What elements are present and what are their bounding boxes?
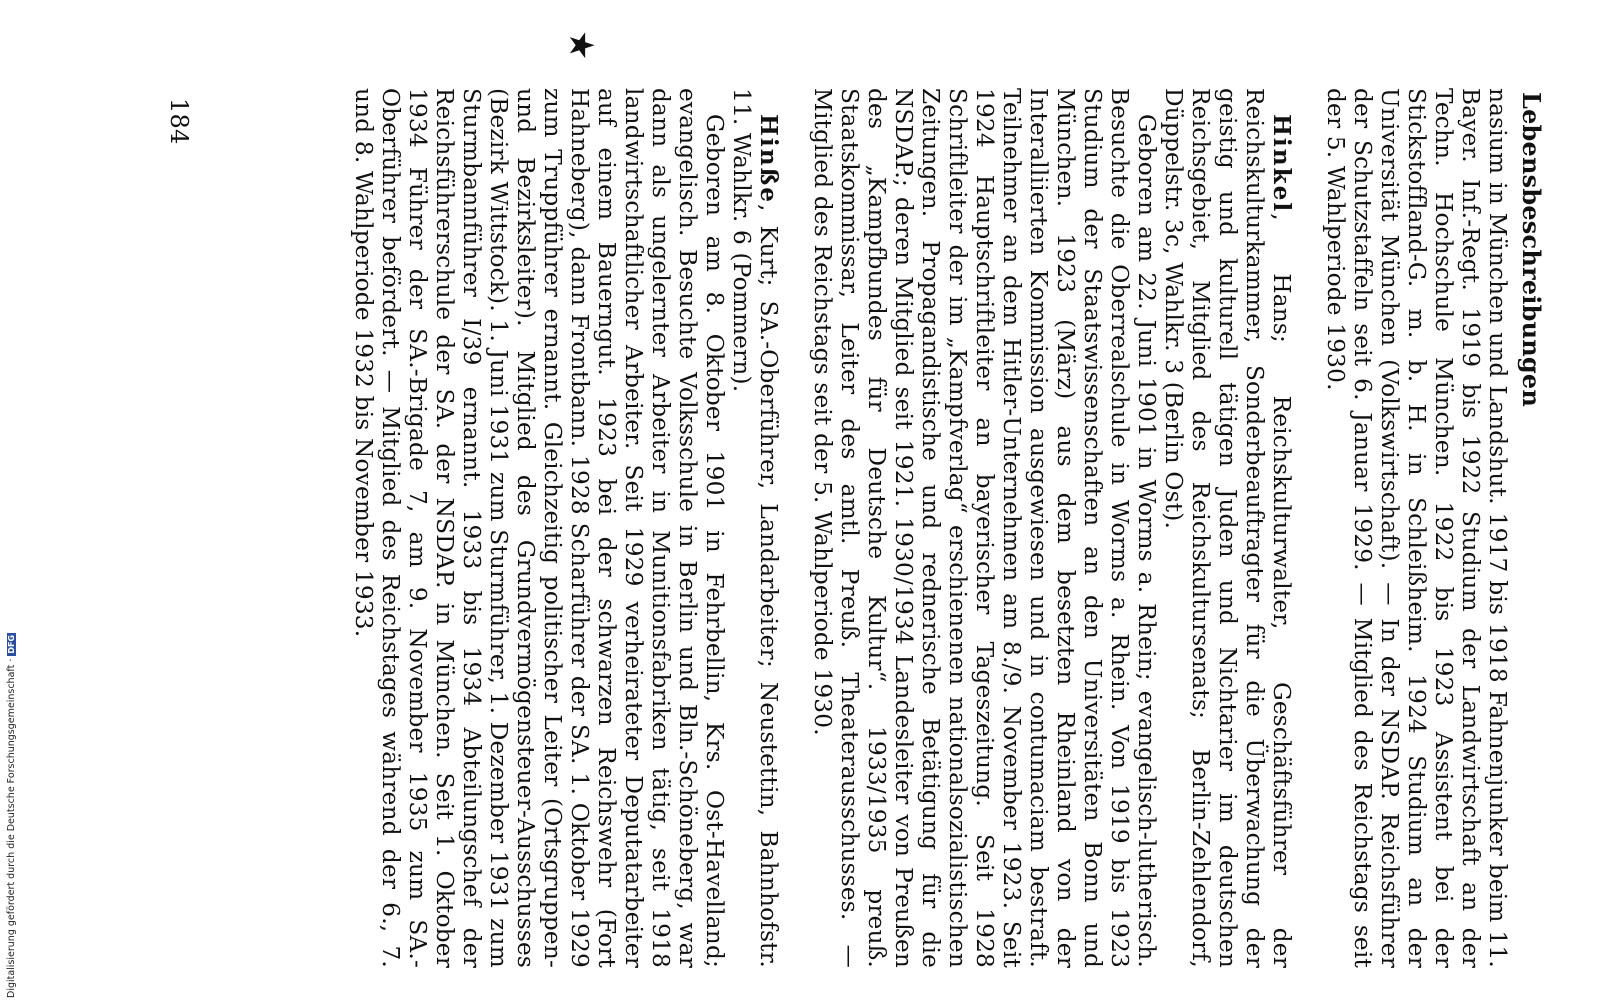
biography-entry [809,88,1295,968]
entry-body: Geboren am 8. Oktober 1901 in Fehrbellin, Krs. Ost-Havelland; evangelisch. Besuchte Volksschule in Berlin und Bln.-Schöneberg, war dann als ungelernter Arbeiter in Munitionsfabriken tätig, seit 1918 landwirtschaftlicher Arbeiter. Seit 1929 verheirateter Deputatarbeiter auf einem Bauerngut. 1923 bei der schwarzen Reichswehr (Fort Hahneberg), dann Frontbann. 1928 Scharführer der SA. 1. Oktober 1929 zum Truppführer ernannt. Gleichzeitig politischer Leiter (Ortsgruppen- und Bezirksleiter). Mitglied des Grundvermögensteuer-Ausschusses (Bezirk Wittstock). 1. Juni 1931 zum Sturmführer, 1. Dezember 1931 zum Sturmbannführer I/39 ernannt. 1933 bis 1934 Abteilungschef der Reichsführerschule der SA. der NSDAP. in München. Seit 1. Oktober 1934 Führer der SA.-Brigade 7, am 9. November 1935 zum SA.-Oberführer befördert. — Mitglied des Reichstages während der 6., 7. und 8. Wahlperiode 1932 bis November 1933. [350,88,728,968]
biography-entry [350,88,782,968]
continuation-paragraph: nasium in München und Landshut. 1917 bis 1918 Fahnenjunker beim 11. Bayer. Inf.-Regt. 1919 bis 1922 Studium der Landwirtschaft an der Techn. Hochschule München. 1922 bis 1923 Assistent bei der Stickstoffland-G. m. b. H. in Schleißheim. 1924 Studium an der Universität München (Volkswirtschaft). — In der NSDAP. Reichsführer der Schutzstaffeln seit 6. Januar 1929. — Mitglied des Reichstags seit der 5. Wahlperiode 1930. [1322,88,1511,968]
dfg-logo-icon: DFG [7,634,16,654]
entry-name: Hinkel [1268,114,1295,214]
digitization-credit [6,633,17,998]
running-head: Lebensbeschreibungen [1517,92,1546,407]
document-page [75,30,1546,968]
entry-header [1160,88,1295,968]
entry-name: Hinße [755,114,782,204]
entry-intro: , Kurt; SA.-Oberführer, Landarbeiter; Neustettin, Bahnhofstr. 11. Wahlkr. 6 (Pommern). [728,88,782,968]
page-number: 184 [165,98,193,145]
star-icon: ★ [561,30,601,61]
entry-intro: , Hans; Reichskulturwalter, Geschäftsführer der Reichskulturkammer, Sonderbeauftragter für die Überwachung der geistig und kulturell tätigen Juden und Nichtarier im deutschen Reichsgebiet, Mitglied des Reichskultursenats; Berlin-Zehlendorf, Düppelstr. 3c, Wahlkr. 3 (Berlin Ost). [1160,88,1295,968]
digitization-credit-text: Digitalisierung gefördert durch die Deutsche Forschungsgemeinschaft · [6,658,17,998]
entry-header [728,88,782,968]
entry-body: Geboren am 22. Juni 1901 in Worms a. Rhein; evangelisch-lutherisch. Besuchte die Oberrealschule in Worms a. Rhein. Von 1919 bis 1923 Studium der Staatswissenschaften an den Universitäten Bonn und München. 1923 (März) aus dem besetzten Rheinland von der Interalliierten Kommission ausgewiesen und in contumaciam bestraft. Teilnehmer an dem Hitler-Unternehmen am 8./9. November 1923. Seit 1924 Hauptschriftleiter an bayerischer Tageszeitung. Seit 1928 Schriftleiter der im „Kampfverlag“ erschienenen nationalsozialistischen Zeitungen. Propagandistische und rednerische Betätigung für die NSDAP.; deren Mitglied seit 1921. 1930/1934 Landesleiter von Preußen des „Kampfbundes für Deutsche Kultur“. 1933/1935 preuß. Staatskommissar, Leiter des amtl. Preuß. Theaterausschusses. — Mitglied des Reichstags seit der 5. Wahlperiode 1930. [809,88,1160,968]
